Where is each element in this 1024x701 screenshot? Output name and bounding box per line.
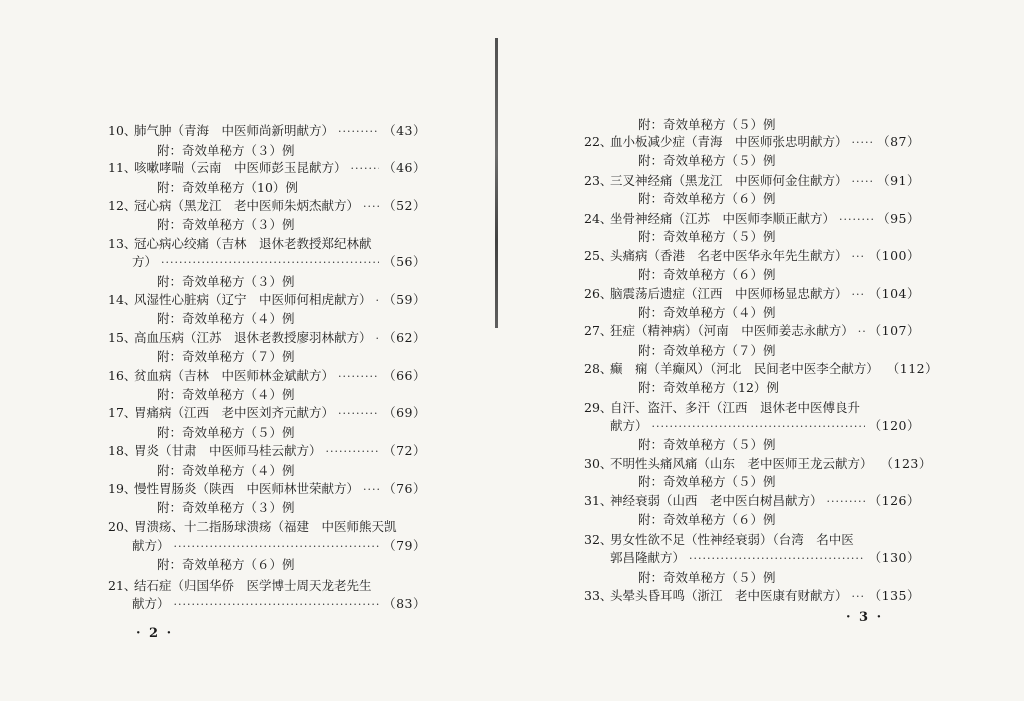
entry-title: 贫血病（吉林 中医师林金斌献方）	[134, 368, 335, 383]
appendix-line: 附：奇效单秘方（５）例	[638, 229, 776, 244]
entry-title: 头痛病（香港 名老中医华永年先生献方）	[610, 248, 848, 263]
appendix-line: 附：奇效单秘方（３）例	[157, 500, 295, 515]
page-number: （123）	[880, 456, 932, 471]
appendix-line: 附：奇效单秘方（３）例	[157, 274, 295, 289]
toc-entry-20[interactable]: 20、 胃溃疡、十二指肠球溃疡（福建 中医师熊天凯	[108, 519, 397, 534]
dot-leader	[338, 406, 379, 422]
entry-title: 不明性头痛风痛（山东 老中医师王龙云献方）	[610, 456, 873, 471]
toc-entry-21[interactable]: 21、 结石症（归国华侨 医学博士周天龙老先生	[108, 578, 372, 593]
entry-title: 胃炎（甘肃 中医师马桂云献方）	[134, 443, 322, 458]
page-number: （120）	[868, 418, 920, 433]
appendix-line: 附：奇效单秘方（６）例	[157, 557, 295, 572]
entry-title: 风湿性心脏病（辽宁 中医师何相虎献方）	[134, 292, 372, 307]
entry-title-cont: 献方）	[132, 538, 170, 553]
page-folio: · 3 ·	[846, 610, 884, 625]
appendix-line: 附：奇效单秘方（７）例	[638, 343, 776, 358]
dot-leader	[858, 324, 865, 340]
entry-title: 自汗、盗汗、多汗（江西 退休老中医傅良升	[610, 400, 861, 415]
page-number: （66）	[383, 368, 426, 383]
entry-title: 慢性胃肠炎（陕西 中医师林世荣献方）	[134, 481, 360, 496]
page-number: （56）	[383, 254, 426, 269]
dot-leader	[827, 494, 865, 510]
toc-entry-12[interactable]: 12、 冠心病（黑龙江 老中医师朱炳杰献方） ····· （52）	[108, 198, 426, 215]
page-number: （91）	[877, 173, 920, 188]
dot-leader	[338, 124, 379, 140]
appendix-line: 附：奇效单秘方（５）例	[638, 117, 776, 132]
page-number: （76）	[383, 481, 426, 496]
appendix-line: 附：奇效单秘方（５）例	[638, 153, 776, 168]
appendix-line: 附：奇效单秘方（３）例	[157, 217, 295, 232]
page-number: （104）	[868, 286, 920, 301]
page-number: （112）	[886, 361, 939, 376]
entry-title: 头晕头昏耳鸣（浙江 老中医康有财献方）	[610, 588, 848, 603]
toc-entry-21-cont[interactable]	[132, 596, 426, 613]
page-number: （135）	[868, 588, 920, 603]
toc-entry-32-cont[interactable]	[610, 550, 920, 567]
entry-title: 三叉神经痛（黑龙江 中医师何金住献方）	[610, 173, 848, 188]
toc-entry-30[interactable]: 30、 不明性头痛风痛（山东 老中医师王龙云献方） （123）	[584, 456, 932, 471]
appendix-line: 附：奇效单秘方（12）例	[638, 380, 779, 395]
dot-leader	[852, 174, 874, 190]
toc-entry-27[interactable]: 27、 狂症（精神病）（河南 中医师姜志永献方） ····· （107）	[584, 323, 920, 340]
toc-entry-25[interactable]: 25、 头痛病（香港 名老中医华永年先生献方） ····· （100）	[584, 248, 920, 265]
appendix-line: 附：奇效单秘方（10）例	[157, 180, 298, 195]
entry-title-cont: 献方）	[610, 418, 648, 433]
appendix-line: 附：奇效单秘方（４）例	[638, 305, 776, 320]
toc-entry-26[interactable]: 26、 脑震荡后遗症（江西 中医师杨显忠献方） ····· （104）	[584, 286, 920, 303]
page-number: （52）	[383, 198, 426, 213]
toc-entry-10[interactable]: 10、 肺气肿（青海 中医师尚新明献方） ····· （43）	[108, 123, 426, 140]
dot-leader	[363, 482, 379, 498]
appendix-line: 附：奇效单秘方（７）例	[157, 349, 295, 364]
entry-title: 神经衰弱（山西 老中医白树昌献方）	[610, 493, 823, 508]
entry-title: 冠心病心绞痛（吉林 退休老教授郑纪林献	[134, 236, 372, 251]
toc-entry-14[interactable]: 14、 风湿性心脏病（辽宁 中医师何相虎献方） ····· （59）	[108, 292, 426, 309]
page-number: （62）	[383, 330, 426, 345]
appendix-line: 附：奇效单秘方（５）例	[157, 425, 295, 440]
entry-title: 肺气肿（青海 中医师尚新明献方）	[134, 123, 335, 138]
entry-title: 冠心病（黑龙江 老中医师朱炳杰献方）	[134, 198, 360, 213]
page-number: （130）	[868, 550, 920, 565]
appendix-line: 附：奇效单秘方（３）例	[157, 143, 295, 158]
dot-leader	[174, 539, 380, 555]
entry-title-cont: 方）	[132, 254, 158, 269]
entry-title: 男女性欲不足（性神经衰弱）（台湾 名中医	[610, 532, 854, 547]
dot-leader	[161, 255, 379, 271]
appendix-line: 附：奇效单秘方（５）例	[638, 437, 776, 452]
toc-entry-28[interactable]: 28、 癫 痫（羊癫风）（河北 民间老中医李仝献方） （112）	[584, 361, 939, 376]
dot-leader	[652, 419, 865, 435]
entry-title: 血小板减少症（青海 中医师张忠明献方）	[610, 134, 848, 149]
appendix-line: 附：奇效单秘方（６）例	[638, 512, 776, 527]
entry-title: 坐骨神经痛（江苏 中医师李顺正献方）	[610, 211, 836, 226]
toc-entry-33[interactable]: 33、 头晕头昏耳鸣（浙江 老中医康有财献方） ····· （135）	[584, 588, 920, 605]
dot-leader	[376, 293, 380, 309]
toc-entry-23[interactable]: 23、 三叉神经痛（黑龙江 中医师何金住献方） ····· （91）	[584, 173, 920, 190]
dot-leader	[174, 597, 380, 613]
toc-entry-31[interactable]: 31、 神经衰弱（山西 老中医白树昌献方） ····· （126）	[584, 493, 920, 510]
right-page	[506, 0, 1024, 701]
dot-leader	[376, 331, 380, 347]
toc-entry-13-cont[interactable]	[132, 254, 426, 271]
page-number: （95）	[877, 211, 920, 226]
toc-entry-32[interactable]: 32、 男女性欲不足（性神经衰弱）（台湾 名中医	[584, 532, 854, 547]
dot-leader	[689, 551, 865, 567]
page-number: （100）	[868, 248, 920, 263]
page-number: （83）	[383, 596, 426, 611]
entry-title: 脑震荡后遗症（江西 中医师杨显忠献方）	[610, 286, 848, 301]
appendix-line: 附：奇效单秘方（４）例	[157, 463, 295, 478]
entry-title-cont: 郭昌隆献方）	[610, 550, 686, 565]
appendix-line: 附：奇效单秘方（６）例	[638, 267, 776, 282]
toc-entry-22[interactable]: 22、 血小板减少症（青海 中医师张忠明献方） ····· （87）	[584, 134, 920, 151]
page-number: （79）	[383, 538, 426, 553]
entry-title: 胃溃疡、十二指肠球溃疡（福建 中医师熊天凯	[134, 519, 397, 534]
entry-title: 癫 痫（羊癫风）（河北 民间老中医李仝献方）	[610, 361, 879, 376]
toc-entry-20-cont[interactable]	[132, 538, 426, 555]
appendix-line: 附：奇效单秘方（６）例	[638, 191, 776, 206]
appendix-line: 附：奇效单秘方（４）例	[157, 387, 295, 402]
toc-entry-29[interactable]: 29、 自汗、盗汗、多汗（江西 退休老中医傅良升	[584, 400, 861, 415]
page-number: （72）	[383, 443, 426, 458]
toc-entry-18[interactable]: 18、 胃炎（甘肃 中医师马桂云献方） ····· （72）	[108, 443, 426, 460]
toc-entry-15[interactable]: 15、 高血压病（江苏 退休老教授廖羽林献方） ····· （62）	[108, 330, 426, 347]
toc-entry-29-cont[interactable]	[610, 418, 920, 435]
dot-leader	[338, 369, 379, 385]
appendix-line: 附：奇效单秘方（４）例	[157, 311, 295, 326]
entry-title: 高血压病（江苏 退休老教授廖羽林献方）	[134, 330, 372, 345]
page-number: （59）	[383, 292, 426, 307]
dot-leader	[326, 444, 380, 460]
toc-entry-24[interactable]: 24、 坐骨神经痛（江苏 中医师李顺正献方） ····· （95）	[584, 211, 920, 228]
entry-title: 狂症（精神病）（河南 中医师姜志永献方）	[610, 323, 854, 338]
toc-entry-13[interactable]: 13、 冠心病心绞痛（吉林 退休老教授郑纪林献	[108, 236, 372, 251]
page-number: （126）	[868, 493, 920, 508]
appendix-line: 附：奇效单秘方（５）例	[638, 474, 776, 489]
left-page	[0, 0, 500, 701]
dot-leader	[852, 249, 865, 265]
toc-entry-19[interactable]: 19、 慢性胃肠炎（陕西 中医师林世荣献方） ····· （76）	[108, 481, 426, 498]
toc-entry-11[interactable]: 11、 咳嗽哮喘（云南 中医师彭玉昆献方） ····· （46）	[108, 160, 426, 177]
page-number: （46）	[383, 160, 426, 175]
page-number: （87）	[877, 134, 920, 149]
dot-leader	[351, 161, 380, 177]
dot-leader	[852, 589, 865, 605]
page-number: （69）	[383, 405, 426, 420]
page-number: （107）	[868, 323, 920, 338]
entry-title-cont: 献方）	[132, 596, 170, 611]
toc-entry-16[interactable]: 16、 贫血病（吉林 中医师林金斌献方） ····· （66）	[108, 368, 426, 385]
entry-title: 胃痛病（江西 老中医刘齐元献方）	[134, 405, 335, 420]
dot-leader	[852, 135, 874, 151]
toc-entry-17[interactable]: 17、 胃痛病（江西 老中医刘齐元献方） ····· （69）	[108, 405, 426, 422]
dot-leader	[363, 199, 379, 215]
entry-title: 结石症（归国华侨 医学博士周天龙老先生	[134, 578, 372, 593]
dot-leader	[852, 287, 865, 303]
page-folio: · 2 ·	[136, 626, 174, 641]
appendix-line: 附：奇效单秘方（５）例	[638, 570, 776, 585]
entry-title: 咳嗽哮喘（云南 中医师彭玉昆献方）	[134, 160, 347, 175]
dot-leader	[839, 212, 873, 228]
page-number: （43）	[383, 123, 426, 138]
